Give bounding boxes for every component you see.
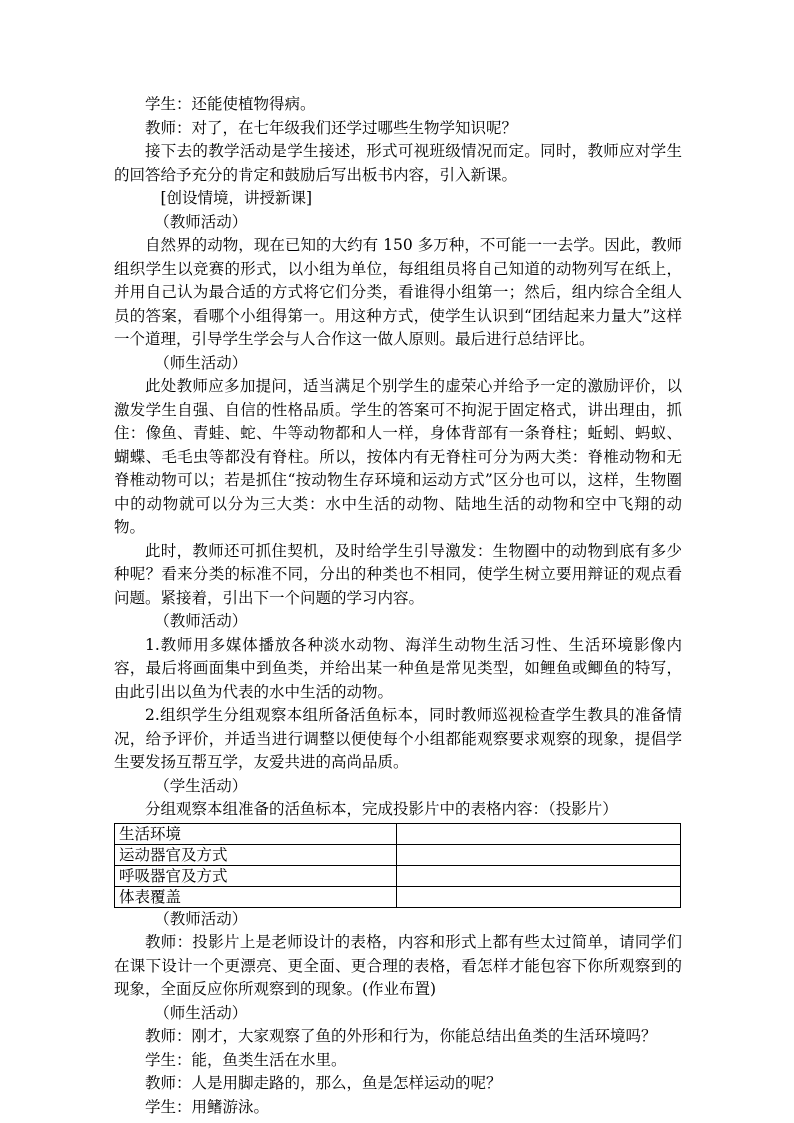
- paragraph: （师生活动）: [154, 353, 248, 372]
- paragraph: 2.组织学生分组观察本组所备活鱼标本，同时教师巡视检查学生教具的准备情况，给予评价，并适当进行调整以便使每个小组都能观察要求观察的现象，提倡学生要发扬互帮互学，友爱共进的高尚品质。: [114, 706, 682, 771]
- paragraph: 学生：能，鱼类生活在水里。: [145, 1050, 347, 1069]
- paragraph: 1.教师用多媒体播放各种淡水动物、海洋生动物生活习性、生活环境影像内容，最后将画面集中到鱼类，并给出某一种鱼是常见类型，如鲤鱼或鲫鱼的特写，由此引出以鱼为代表的水中生活的动物。: [114, 635, 682, 701]
- table-row-label: 运动器官及方式: [115, 844, 397, 865]
- text-section-before-table: [114, 93, 682, 822]
- paragraph: 自然界的动物，现在已知的大约有 150 多万种，不可能一一去学。因此，教师组织学生以竞赛的形式，以小组为单位，每组组员将自己知道的动物列写在纸上，并用自己认为最合适的方式将它们分类，看谁得小组第一；然后，组内综合全组人员的答案，看哪个小组得第一。用这种方式，使学生认识到“团结起来力量大”这样一个道理，引导学生学会与人合作这一做人原则。最后进行总结评比。: [114, 236, 682, 348]
- paragraph: 学生：用鳍游泳。: [145, 1097, 270, 1116]
- paragraph: 教师：刚才，大家观察了鱼的外形和行为，你能总结出鱼类的生活环境吗？: [145, 1027, 657, 1045]
- paragraph: [创设情境，讲授新课]: [160, 189, 313, 207]
- paragraph: （师生活动）: [154, 1003, 248, 1022]
- paragraph: （教师活动）: [154, 909, 248, 928]
- table-row-label: 体表覆盖: [115, 886, 397, 907]
- table-row: [115, 865, 681, 886]
- table-row-value[interactable]: [397, 886, 681, 907]
- table-row-value[interactable]: [397, 844, 681, 865]
- table-row: [115, 886, 681, 907]
- table-row-value[interactable]: [397, 865, 681, 886]
- paragraph: 接下去的教学活动是学生接述，形式可视班级情况而定。同时，教师应对学生的回答给予充分的肯定和鼓励后写出板书内容，引入新课。: [114, 142, 682, 184]
- table-row: [115, 844, 681, 865]
- table-row-label: 呼吸器官及方式: [115, 865, 397, 886]
- document-body: [114, 93, 682, 1119]
- paragraph: 教师：对了，在七年级我们还学过哪些生物学知识呢？: [145, 118, 518, 137]
- table-row-label: 生活环境: [115, 823, 397, 844]
- paragraph: 学生：还能使植物得病。: [145, 95, 316, 113]
- paragraph: （教师活动）: [154, 612, 248, 630]
- paragraph: （教师活动）: [154, 212, 248, 231]
- paragraph: 此时，教师还可抓住契机，及时给学生引导激发：生物圈中的动物到底有多少种呢？看来分类的标准不同，分出的种类也不相同，使学生树立要用辩证的观点看问题。紧接着，引出下一个问题的学习内容。: [114, 541, 682, 607]
- paragraph: 教师：人是用脚走路的，那么，鱼是怎样运动的呢？: [145, 1074, 502, 1092]
- text-section-after-table: [114, 908, 682, 1120]
- observation-table: [114, 823, 681, 908]
- paragraph: 此处教师应多加提问，适当满足个别学生的虚荣心并给予一定的激励评价，以激发学生自强、自信的性格品质。学生的答案可不拘泥于固定格式，讲出理由，抓住：像鱼、青蛙、蛇、牛等动物都和人一样，身体背部有一条脊柱；蚯蚓、蚂蚁、蝴蝶、毛毛虫等都没有脊柱。所以，按体内有无脊柱可分为两大类：脊椎动物和无脊椎动物可以；若是抓住“按动物生存环境和运动方式”区分也可以，这样，生物圈中的动物就可以分为三大类：水中生活的动物、陆地生活的动物和空中飞翔的动物。: [114, 377, 682, 536]
- paragraph: 教师：投影片上是老师设计的表格，内容和形式上都有些太过简单，请同学们在课下设计一个更漂亮、更全面、更合理的表格，看怎样才能包容下你所观察到的现象，全面反应你所观察到的现象。(作业布置): [114, 933, 682, 998]
- paragraph: （学生活动）: [154, 776, 248, 795]
- paragraph: 分组观察本组准备的活鱼标本，完成投影片中的表格内容：（投影片）: [145, 800, 618, 818]
- table-row-value[interactable]: [397, 823, 681, 844]
- table-row: [115, 823, 681, 844]
